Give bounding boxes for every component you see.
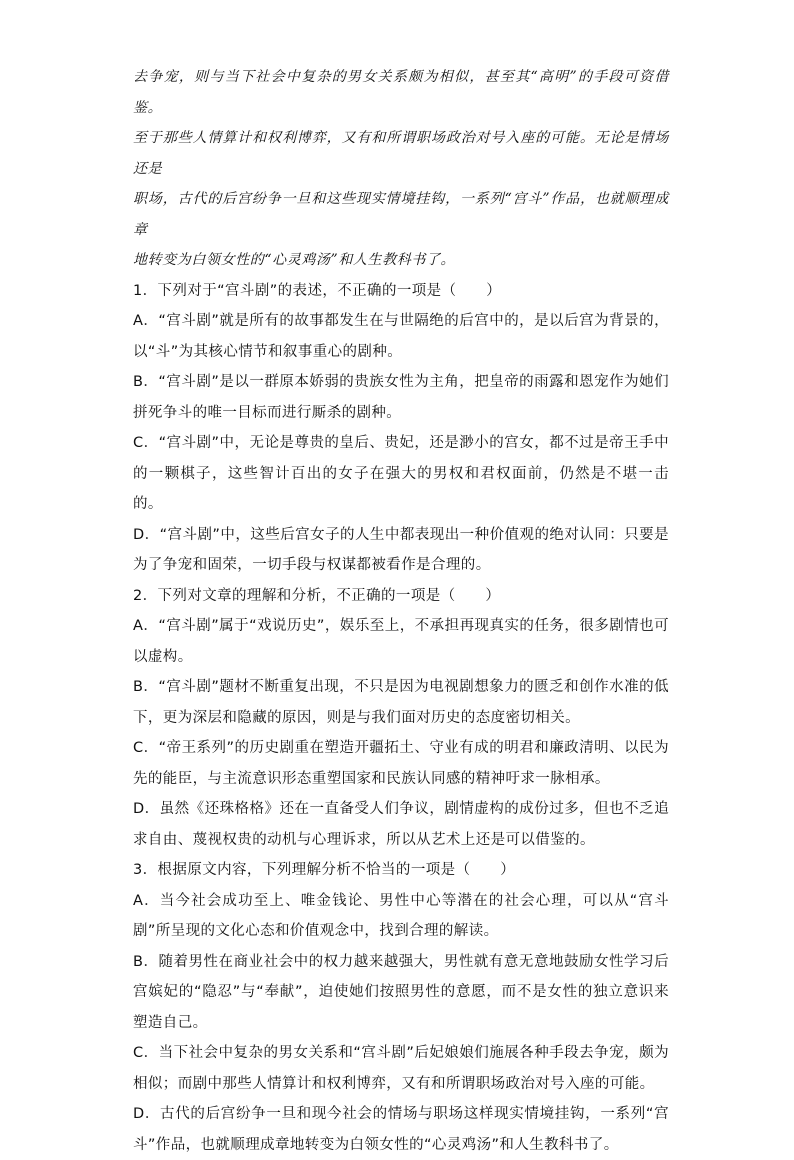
- option-b: B．随着男性在商业社会中的权力越来越强大，男性就有意无意地鼓励女性学习后宫嫔妃的“隐忍”与“奉献”，迫使她们按照男性的意愿，而不是女性的独立意识来塑造自己。: [133, 953, 669, 1031]
- option-c: C．当下社会中复杂的男女关系和“宫斗剧”后妃娘娘们施展各种手段去争宠，颇为相似；而剧中那些人情算计和权利博弈，又有和所谓职场政治对号入座的可能。: [133, 1045, 669, 1092]
- question-1: [133, 276, 669, 581]
- passage-line: 至于那些人情算计和权利博弈，又有和所谓职场政治对号入座的可能。无论是情场还是: [133, 130, 669, 177]
- option-d: D．古代的后宫纷争一旦和现今社会的情场与职场这样现实情境挂钩，一系列“宫斗”作品，也就顺理成章地转变为白领女性的“心灵鸡汤”和人生教科书了。: [133, 1106, 669, 1153]
- passage-continuation: [133, 62, 669, 276]
- option-c: C．“帝王系列”的历史剧重在塑造开疆拓土、守业有成的明君和廉政清明、以民为先的能臣，与主流意识形态重塑国家和民族认同感的精神吁求一脉相承。: [133, 740, 669, 787]
- passage-line: 地转变为白领女性的“心灵鸡汤”和人生教科书了。: [133, 252, 456, 268]
- option-d: D．“宫斗剧”中，这些后宫女子的人生中都表现出一种价值观的绝对认同：只要是为了争宠和固荣，一切手段与权谋都被看作是合理的。: [133, 526, 669, 573]
- question-stem: 1．下列对于“宫斗剧”的表述，不正确的一项是（ ）: [133, 282, 502, 299]
- option-a: A．“宫斗剧”就是所有的故事都发生在与世隔绝的后宫中的，是以后宫为背景的，以“斗”为其核心情节和叙事重心的剧种。: [133, 313, 669, 360]
- option-c: C．“宫斗剧”中，无论是尊贵的皇后、贵妃，还是渺小的宫女，都不过是帝王手中的一颗棋子，这些智计百出的女子在强大的男权和君权面前，仍然是不堪一击的。: [133, 435, 669, 512]
- option-b: B．“宫斗剧”是以一群原本娇弱的贵族女性为主角，把皇帝的雨露和恩宠作为她们拼死争斗的唯一目标而进行厮杀的剧种。: [133, 374, 669, 421]
- question-stem: 3．根据原文内容，下列理解分析不恰当的一项是（ ）: [133, 862, 516, 878]
- question-3: [133, 855, 669, 1160]
- question-stem: 2．下列对文章的理解和分析，不正确的一项是（ ）: [133, 587, 501, 604]
- option-b: B．“宫斗剧”题材不断重复出现，不只是因为电视剧想象力的匮乏和创作水准的低下，更为深层和隐藏的原因，则是与我们面对历史的态度密切相关。: [133, 679, 669, 726]
- passage-line: 去争宠，则与当下社会中复杂的男女关系颇为相似，甚至其“高明”的手段可资借鉴。: [133, 69, 669, 116]
- document-page: [133, 62, 669, 1160]
- option-a: A．当今社会成功至上、唯金钱论、男性中心等潜在的社会心理，可以从“宫斗剧”所呈现的文化心态和价值观念中，找到合理的解读。: [133, 892, 669, 939]
- question-2: [133, 581, 669, 856]
- option-a: A．“宫斗剧”属于“戏说历史”，娱乐至上，不承担再现真实的任务，很多剧情也可以虚构。: [133, 618, 669, 665]
- passage-line: 职场，古代的后宫纷争一旦和这些现实情境挂钩，一系列“宫斗”作品，也就顺理成章: [133, 191, 669, 238]
- option-d: D．虽然《还珠格格》还在一直备受人们争议，剧情虚构的成份过多，但也不乏追求自由、蔑视权贵的动机与心理诉求，所以从艺术上还是可以借鉴的。: [133, 801, 669, 848]
